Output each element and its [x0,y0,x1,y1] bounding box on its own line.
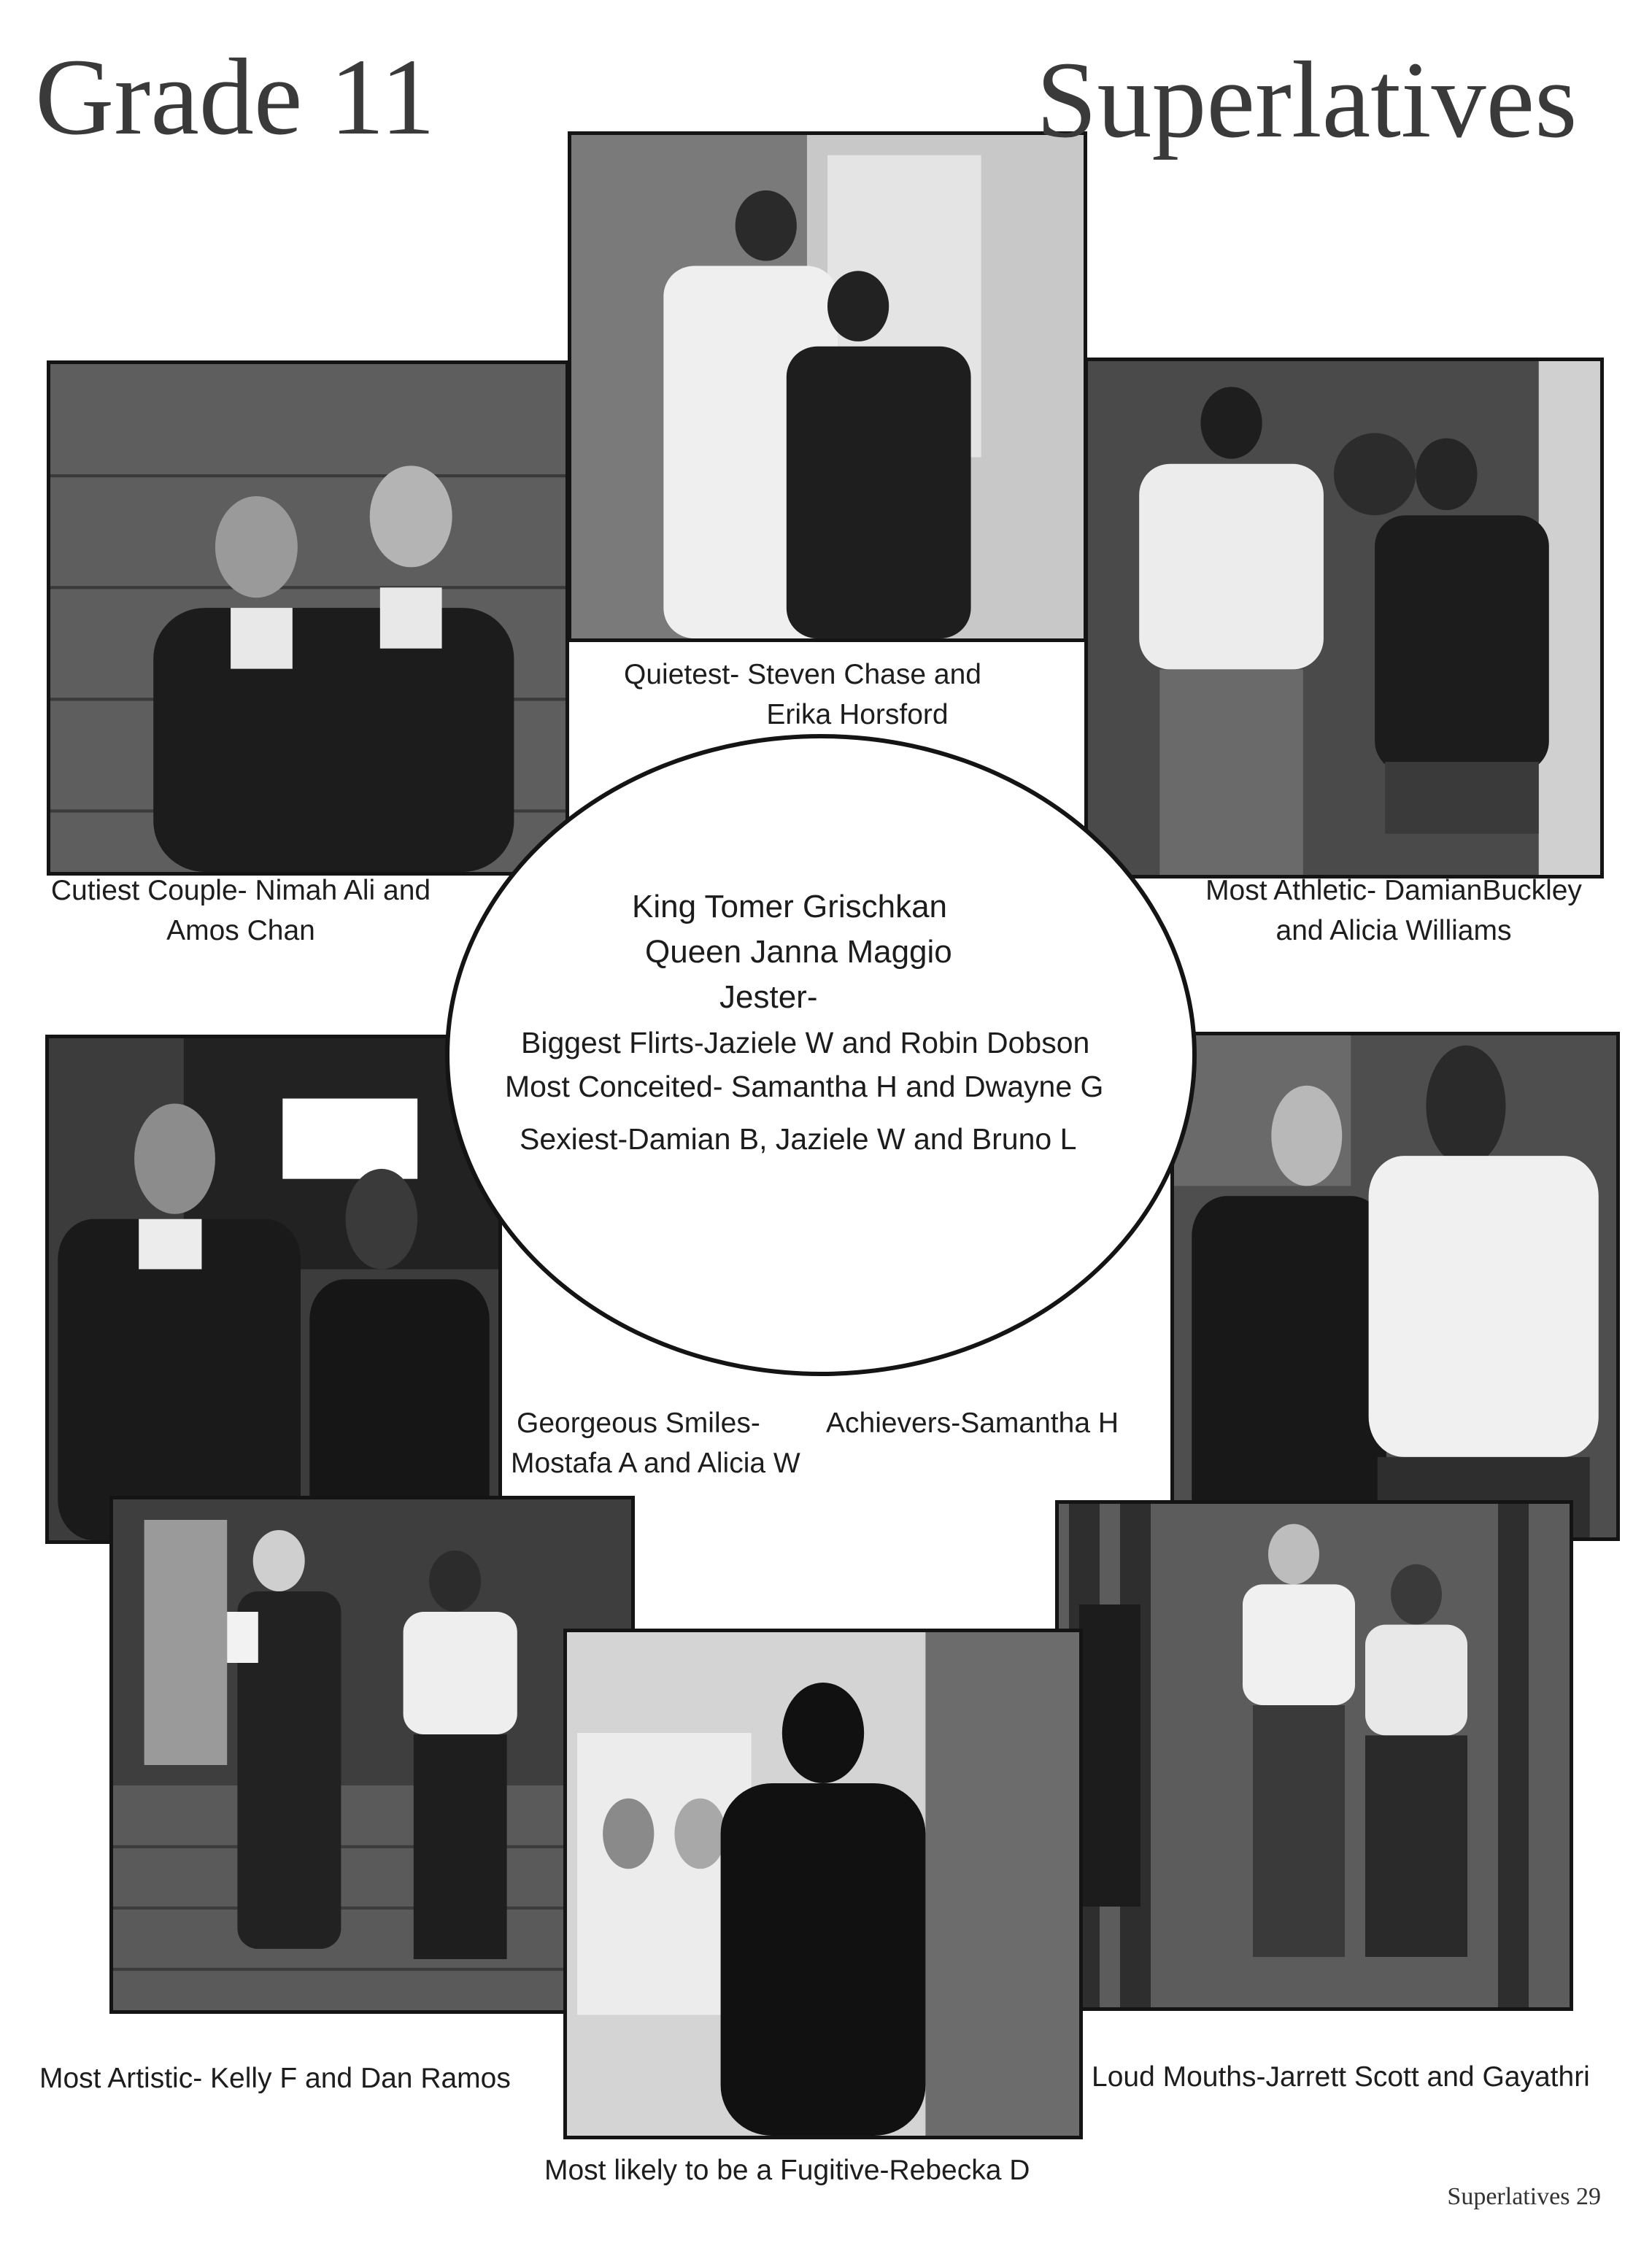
photo-loud-mouths [1055,1500,1573,2011]
caption-fugitive: Most likely to be a Fugitive-Rebecka D [544,2155,1030,2186]
award-queen: Queen Janna Maggio [645,934,952,970]
photo-gorgeous-smiles [45,1035,502,1544]
award-biggest-flirts: Biggest Flirts-Jaziele W and Robin Dobson [521,1026,1090,1059]
caption-quietest-line-2: Erika Horsford [766,698,949,730]
caption-most-athletic-line-1: Most Athletic- DamianBuckley [1205,875,1582,906]
award-king: King Tomer Grischkan [632,889,948,924]
award-most-conceited: Most Conceited- Samantha H and Dwayne G [505,1070,1104,1103]
caption-achievers: Achievers-Samantha H [826,1407,1119,1439]
caption-cutiest-couple [22,871,460,951]
caption-loud-mouths: Loud Mouths-Jarrett Scott and Gayathri [1092,2061,1590,2093]
photo-most-athletic [1084,358,1604,878]
photo-quietest [568,131,1087,642]
caption-quietest-line-1: Quietest- Steven Chase and [624,659,981,690]
caption-gorgeous-smiles-line-2: Mostafa A and Alicia W [511,1447,800,1479]
photo-fugitive [563,1629,1083,2139]
caption-gorgeous-smiles [511,1404,800,1483]
photo-most-artistic [109,1496,635,2014]
caption-cutiest-couple-line-1: Cutiest Couple- Nimah Ali and [50,875,431,906]
caption-most-athletic [1167,871,1620,951]
photo-cutiest-couple [47,360,569,876]
award-sexiest: Sexiest-Damian B, Jaziele W and Bruno L [520,1122,1077,1156]
caption-quietest [598,655,1007,735]
photo-achievers [1170,1032,1620,1541]
page-folio: Superlatives 29 [1447,2183,1601,2210]
caption-gorgeous-smiles-line-1: Georgeous Smiles- [517,1407,760,1439]
caption-most-artistic: Most Artistic- Kelly F and Dan Ramos [39,2063,511,2094]
caption-most-athletic-line-2: and Alicia Williams [1275,914,1512,946]
page-title-grade: Grade 11 [35,36,436,158]
award-jester: Jester- [719,979,818,1015]
caption-cutiest-couple-line-2: Amos Chan [166,914,315,946]
page-title-superlatives: Superlatives [1036,39,1578,161]
